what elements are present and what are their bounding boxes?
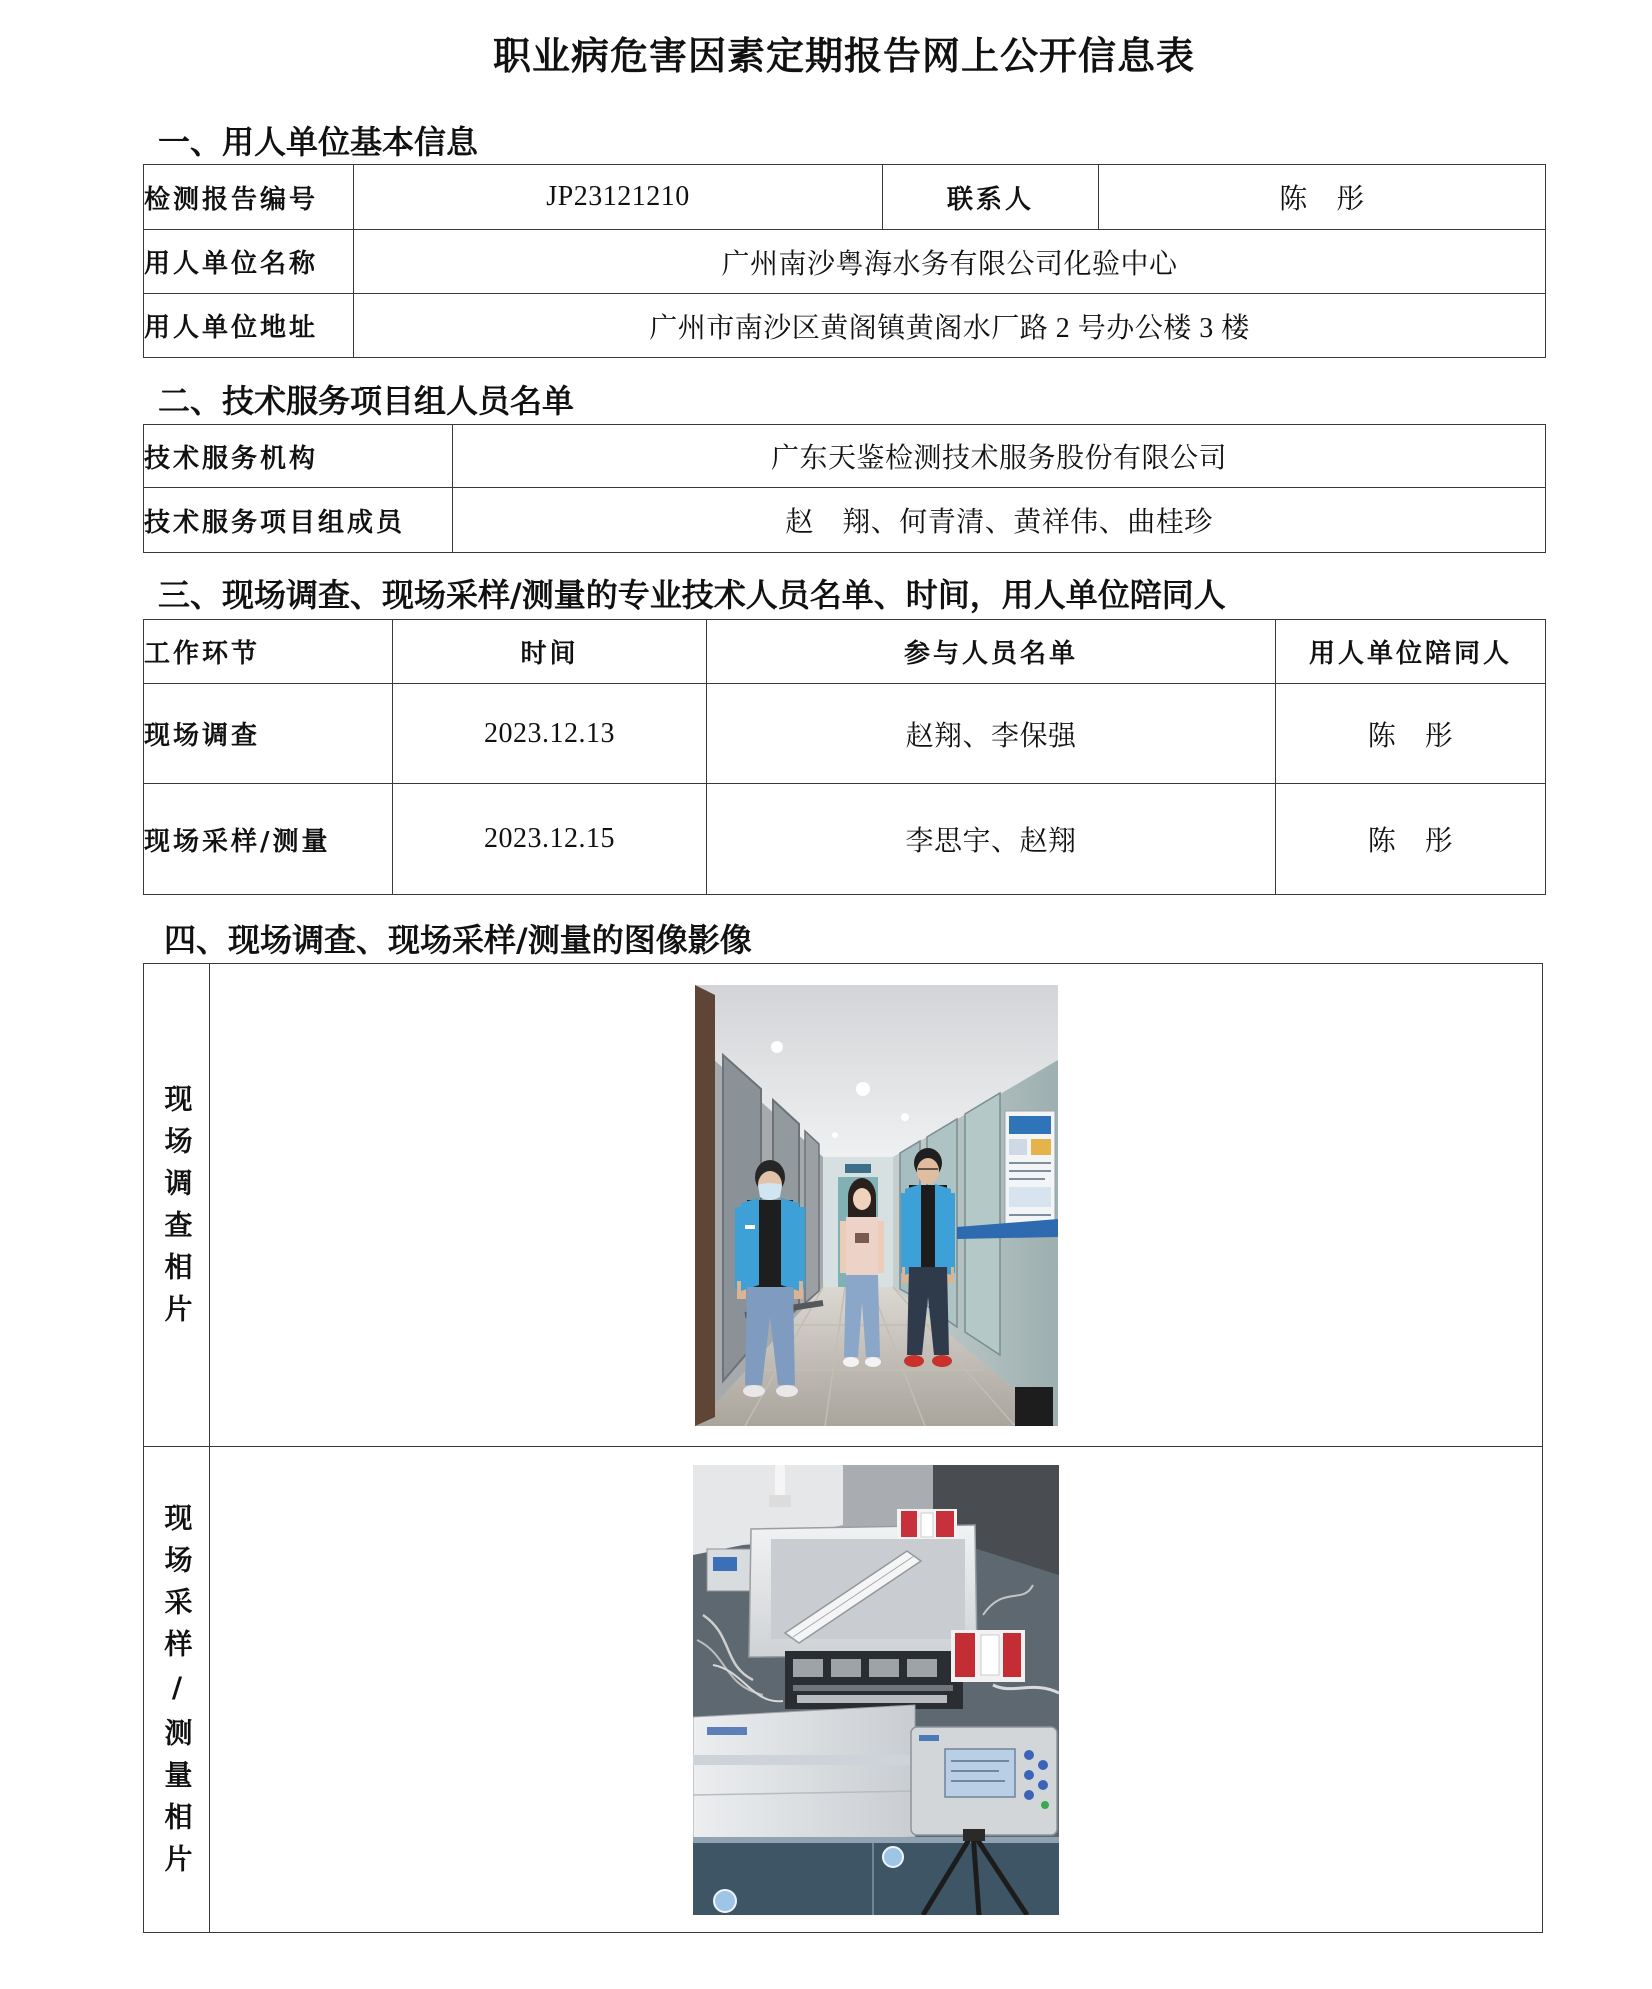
section-heading-field-staff: 三、现场调查、现场采样/测量的专业技术人员名单、时间，用人单位陪同人 bbox=[158, 576, 1226, 614]
basic-info-table bbox=[143, 164, 1546, 358]
employer-name-label: 用人单位名称 bbox=[144, 230, 354, 294]
table-header-row bbox=[144, 620, 1546, 684]
photos-table bbox=[143, 963, 1543, 1933]
employer-address-label: 用人单位地址 bbox=[144, 294, 354, 358]
participants-cell: 李思宇、赵翔 bbox=[707, 784, 1276, 895]
table-row bbox=[144, 964, 1543, 1447]
table-row bbox=[144, 165, 1546, 230]
section-heading-basic-info: 一、用人单位基本信息 bbox=[158, 123, 479, 161]
date-cell: 2023.12.15 bbox=[393, 784, 707, 895]
section-heading-photos: 四、现场调查、现场采样/测量的图像影像 bbox=[164, 921, 752, 959]
table-row bbox=[144, 230, 1546, 294]
service-org-label: 技术服务机构 bbox=[144, 425, 453, 488]
work-stage-cell: 现场采样/测量 bbox=[144, 784, 393, 895]
work-stage-cell: 现场调查 bbox=[144, 684, 393, 784]
employer-address-value: 广州市南沙区黄阁镇黄阁水厂路 2 号办公楼 3 楼 bbox=[354, 294, 1546, 358]
field-staff-table bbox=[143, 619, 1546, 895]
sampling-photo-label: 现场采样/测量相片 bbox=[160, 1503, 194, 1886]
header-work-stage: 工作环节 bbox=[144, 620, 393, 684]
accompanying-person-cell: 陈 彤 bbox=[1276, 684, 1546, 784]
table-row bbox=[144, 784, 1546, 895]
team-members-label: 技术服务项目组成员 bbox=[144, 488, 453, 553]
team-table bbox=[143, 424, 1546, 553]
survey-photo-cell bbox=[210, 964, 1543, 1447]
sampling-photo-label-cell bbox=[144, 1447, 210, 1933]
participants-cell: 赵翔、李保强 bbox=[707, 684, 1276, 784]
table-row bbox=[144, 425, 1546, 488]
team-members-value: 赵 翔、何青清、黄祥伟、曲桂珍 bbox=[453, 488, 1546, 553]
contact-label: 联系人 bbox=[883, 165, 1099, 230]
table-row bbox=[144, 294, 1546, 358]
header-time: 时间 bbox=[393, 620, 707, 684]
report-number-value: JP23121210 bbox=[354, 165, 883, 230]
section-heading-team: 二、技术服务项目组人员名单 bbox=[158, 382, 575, 420]
document-title: 职业病危害因素定期报告网上公开信息表 bbox=[492, 34, 1195, 78]
header-participants: 参与人员名单 bbox=[707, 620, 1276, 684]
table-row bbox=[144, 684, 1546, 784]
report-number-label: 检测报告编号 bbox=[144, 165, 354, 230]
service-org-value: 广东天鉴检测技术服务股份有限公司 bbox=[453, 425, 1546, 488]
contact-value: 陈 彤 bbox=[1099, 165, 1546, 230]
header-accompanying-person: 用人单位陪同人 bbox=[1276, 620, 1546, 684]
site-survey-photo bbox=[695, 985, 1058, 1426]
table-row bbox=[144, 1447, 1543, 1933]
accompanying-person-cell: 陈 彤 bbox=[1276, 784, 1546, 895]
table-row bbox=[144, 488, 1546, 553]
survey-photo-label: 现场调查相片 bbox=[160, 1084, 194, 1336]
site-sampling-photo bbox=[693, 1465, 1059, 1915]
date-cell: 2023.12.13 bbox=[393, 684, 707, 784]
survey-photo-label-cell bbox=[144, 964, 210, 1447]
employer-name-value: 广州南沙粤海水务有限公司化验中心 bbox=[354, 230, 1546, 294]
sampling-photo-cell bbox=[210, 1447, 1543, 1933]
